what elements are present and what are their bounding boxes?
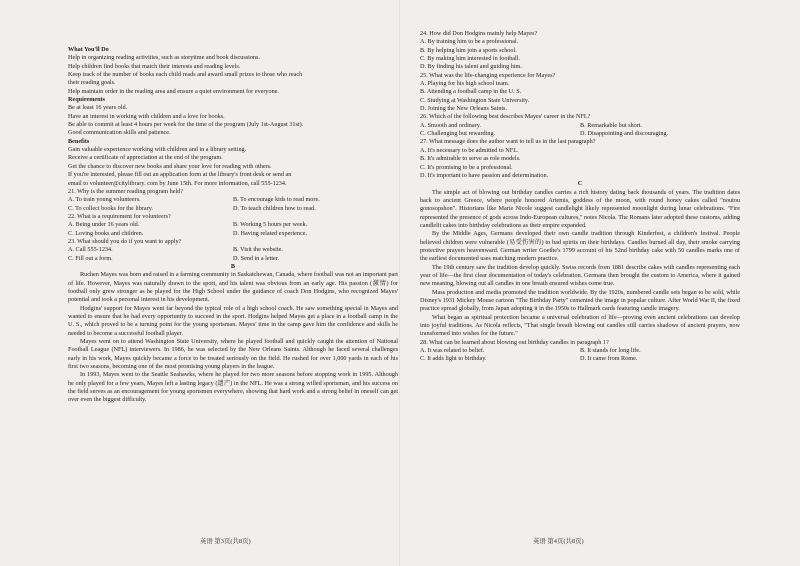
options-23: [68, 246, 398, 263]
option: D. It's important to have passion and determination.: [420, 171, 549, 179]
options-25: [420, 80, 740, 113]
section-heading: What You'll Do: [68, 46, 109, 53]
option: B. It's admirable to serve as role models.: [420, 155, 521, 163]
passage-paragraph: Ruchen Mayes was born and raised in a farming community in Saskatchewan, Canada, where football was not an important part of life. However, Mayes was naturally drawn to the sport, and his talent was obvious from an early age. His passion (激情) for football only grew stronger as he played for the High School under the guidance of coach Don Hodgins, who recognized Mayes' potential and took a personal interest in his development.: [68, 271, 398, 304]
question-21: 21. Why is the summer reading program held?: [68, 187, 184, 195]
passage-paragraph: In 1993, Mayes went to the Seattle Seahawks, where he played for two more seasons before stopping work in 1995. Although he only played for a few years, Mayes left a lasting legacy (遗产) in the NFL. He was a strong willed sportsman, and his success on the field serves as an encouragement for young sportsmen everywhere, showing that hard work and a strong belief in oneself can get over even the biggest difficulty.: [68, 371, 398, 404]
option: B. It stands for long life.: [580, 347, 641, 355]
option: B. To encourage kids to read more.: [233, 196, 320, 204]
ad-line: Keep track of the number of books each child reads and award small prizes to those who reach: [68, 71, 303, 79]
ad-line: Help in organizing reading activities, such as storytime and book discussions.: [68, 54, 261, 62]
question-26: 26. Which of the following best describes Mayes' career in the NFL?: [420, 113, 591, 121]
option: A. Call 555-1234.: [68, 246, 113, 254]
passage-paragraph: The 19th century saw the tradition develop quickly. Swiss records from 1881 describe cakes with candles representing each year of life—the first clear documentation of today's celebration. Germans then brought the custom to America, where it gained new meaning, blowing out all candles in one breath ensured wishes come true.: [420, 263, 740, 288]
option: A. It's necessary to be admitted to NFL.: [420, 146, 519, 154]
option: A. By training him to be a professional.: [420, 38, 519, 46]
option: C. Fill out a form.: [68, 254, 113, 262]
ad-line: Receive a certificate of appreciation at the end of the program.: [68, 154, 223, 162]
options-27: [420, 147, 740, 180]
ad-line: Good communication skills and patience.: [68, 129, 171, 137]
option: D. By finding his talent and guiding him.: [420, 63, 522, 71]
page-footer-left: 英语 第3页(共8页): [200, 538, 251, 545]
options-26: [420, 122, 740, 139]
ad-line: Help children find books that match their interests and reading levels.: [68, 62, 241, 70]
option: D. To teach children how to read.: [233, 204, 316, 212]
ad-line: Help maintain order in the reading area and ensure a quiet environment for everyone.: [68, 87, 279, 95]
option: C. Challenging but rewarding.: [420, 130, 496, 138]
options-24: [420, 38, 740, 71]
option: C. Loving books and children.: [68, 229, 144, 237]
ad-line: Gain valuable experience working with children and in a library setting.: [68, 146, 247, 154]
ad-line: their reading goals.: [68, 79, 116, 87]
section-c-heading: C: [577, 180, 583, 188]
option: B. By helping him join a sports school.: [420, 46, 517, 54]
option: B. Working 5 hours per week.: [233, 221, 308, 229]
section-heading: Requirements: [68, 96, 106, 104]
option: C. To collect books for the library.: [68, 204, 153, 212]
passage-paragraph: Mayes went on to attend Washington State University, where he played football and quickly caught the attention of National Football League (NFL) interviewers. In 1986, he was selected by the New Orleans Saints. Although he faced several challenges early in his work, Mayes quickly became a force to be treated seriously on the field. He rushed for over 1,000 yards in each of his first two seasons, becoming one of the most promising young players in the league.: [68, 338, 398, 371]
section-heading: Benefits: [68, 137, 90, 145]
option: D. Having related experience.: [233, 229, 308, 237]
option: A. It was related to belief.: [420, 347, 485, 355]
option: B. Attending a football camp in the U. S.: [420, 88, 522, 96]
passage-paragraph: Mass production and media promoted the tradition worldwide. By the 1920s, numbered candle sets began to be sold, while Disney's 1931 Mickey Mouse cartoon "The Birthday Party" cemented the image in popular culture. After World War II, the fixed practice spread globally, from Japan adopting it in the 1950s to Hallmark cards featuring candle imagery.: [420, 288, 740, 313]
volunteer-ad: [68, 46, 398, 188]
ad-line: email to volunteer@citylibrary. com by June 15th. For more information, call 555-1234.: [68, 179, 287, 187]
question-24: 24. How did Don Hodgins mainly help Mayes?: [420, 30, 538, 37]
passage-paragraph: Hodgins' support for Mayes went far beyond the typical role of a high school coach. He saw something special in Mayes and wanted to ensure that he had every opportunity to succeed in the sport. Hodgins helped Mayes get a place in a football camp in the U. S., which proved to be a turning point for the young sportsman. Mayes' time in the camp gave him the confidence and skills he needed to become a successful football player.: [68, 304, 398, 337]
option: A. To train young volunteers.: [68, 196, 141, 204]
question-27: 27. What message does the author want to tell us in the last paragraph?: [420, 138, 596, 146]
left-page: [68, 46, 398, 405]
page-fold: [399, 0, 401, 566]
option: A. Smooth and ordinary.: [420, 121, 481, 129]
question-25: 25. What was the life-changing experience for Mayes?: [420, 71, 556, 79]
option: B. Visit the website.: [233, 246, 283, 254]
option: C. By making him interested in football.: [420, 55, 521, 63]
options-21: [68, 196, 398, 213]
ad-line: Be at least 16 years old.: [68, 104, 128, 112]
options-28: [420, 347, 740, 364]
question-23: 23. What should you do if you want to apply?: [68, 237, 182, 245]
ad-line: Have an interest in working with children and a love for books.: [68, 112, 225, 120]
option: A. Being under 16 years old.: [68, 221, 140, 229]
option: D. Joining the New Orleans Saints.: [420, 105, 508, 113]
question-22: 22. What is a requirement for volunteers?: [68, 212, 171, 220]
passage-paragraph: The simple act of blowing out birthday candles carries a rich history dating back thousands of years. The tradition dates back to ancient Greece, where people honored Artemis, goddess of the moon, with round honey cakes called "noutou gonosopshon". Historians like Marie Nicole suggest candlelight likely represented moonlight during lunar celebrations. "Fire represented the presence of gods across Indo-European cultures," notes Nicola. The Romans later adopted these customs, adding candlelit cakes into birthday celebrations as their empire expanded.: [420, 188, 740, 229]
right-page: [420, 30, 740, 364]
passage-paragraph: What began as spiritual protection became a universal celebration of life—proving even ancient celebrations can develop into joyful traditions. As Nicola reflects, "That single breath blowing out candles still carries shadows of ancient prayers, now transformed into wishes for the future.": [420, 313, 740, 338]
option: C. Studying at Washington State University.: [420, 96, 530, 104]
ad-line: Get the chance to discover new books and share your love for reading with others.: [68, 162, 272, 170]
section-b-heading: B: [230, 262, 236, 270]
question-28: 28. What can be learned about blowing out birthday candles in paragraph 1?: [420, 338, 609, 346]
ad-line: Be able to commit at least 4 hours per week for the time of the program (July 1st-August 31st).: [68, 121, 304, 129]
page-footer-right: 英语 第4页(共8页): [533, 538, 584, 545]
option: A. Playing for his high school team.: [420, 80, 510, 88]
passage-paragraph: By the Middle Ages, Germans developed their own candle tradition through Kinderfest, a children's festival. People believed children were vulnerable (易受伤害的) to bad spirits on their birthdays. Candles burned all day, their smoke carrying protective prayers heavenward. German writer Goethe's 1799 account of his 52nd birthday cake with 50 candles marks one of the earliest documented uses matching modern practice.: [420, 230, 740, 263]
option: D. Send in a letter.: [233, 254, 280, 262]
option: C. It adds light to birthday.: [420, 355, 487, 363]
ad-line: If you're interested, please fill out an application form at the library's front desk or send an: [68, 171, 292, 179]
option: D. Disappointing and discouraging.: [580, 130, 669, 138]
option: D. It came from Rome.: [580, 355, 638, 363]
option: C. It's promising to be a professional.: [420, 163, 513, 171]
option: B. Remarkable but short.: [580, 121, 643, 129]
options-22: [68, 221, 398, 238]
